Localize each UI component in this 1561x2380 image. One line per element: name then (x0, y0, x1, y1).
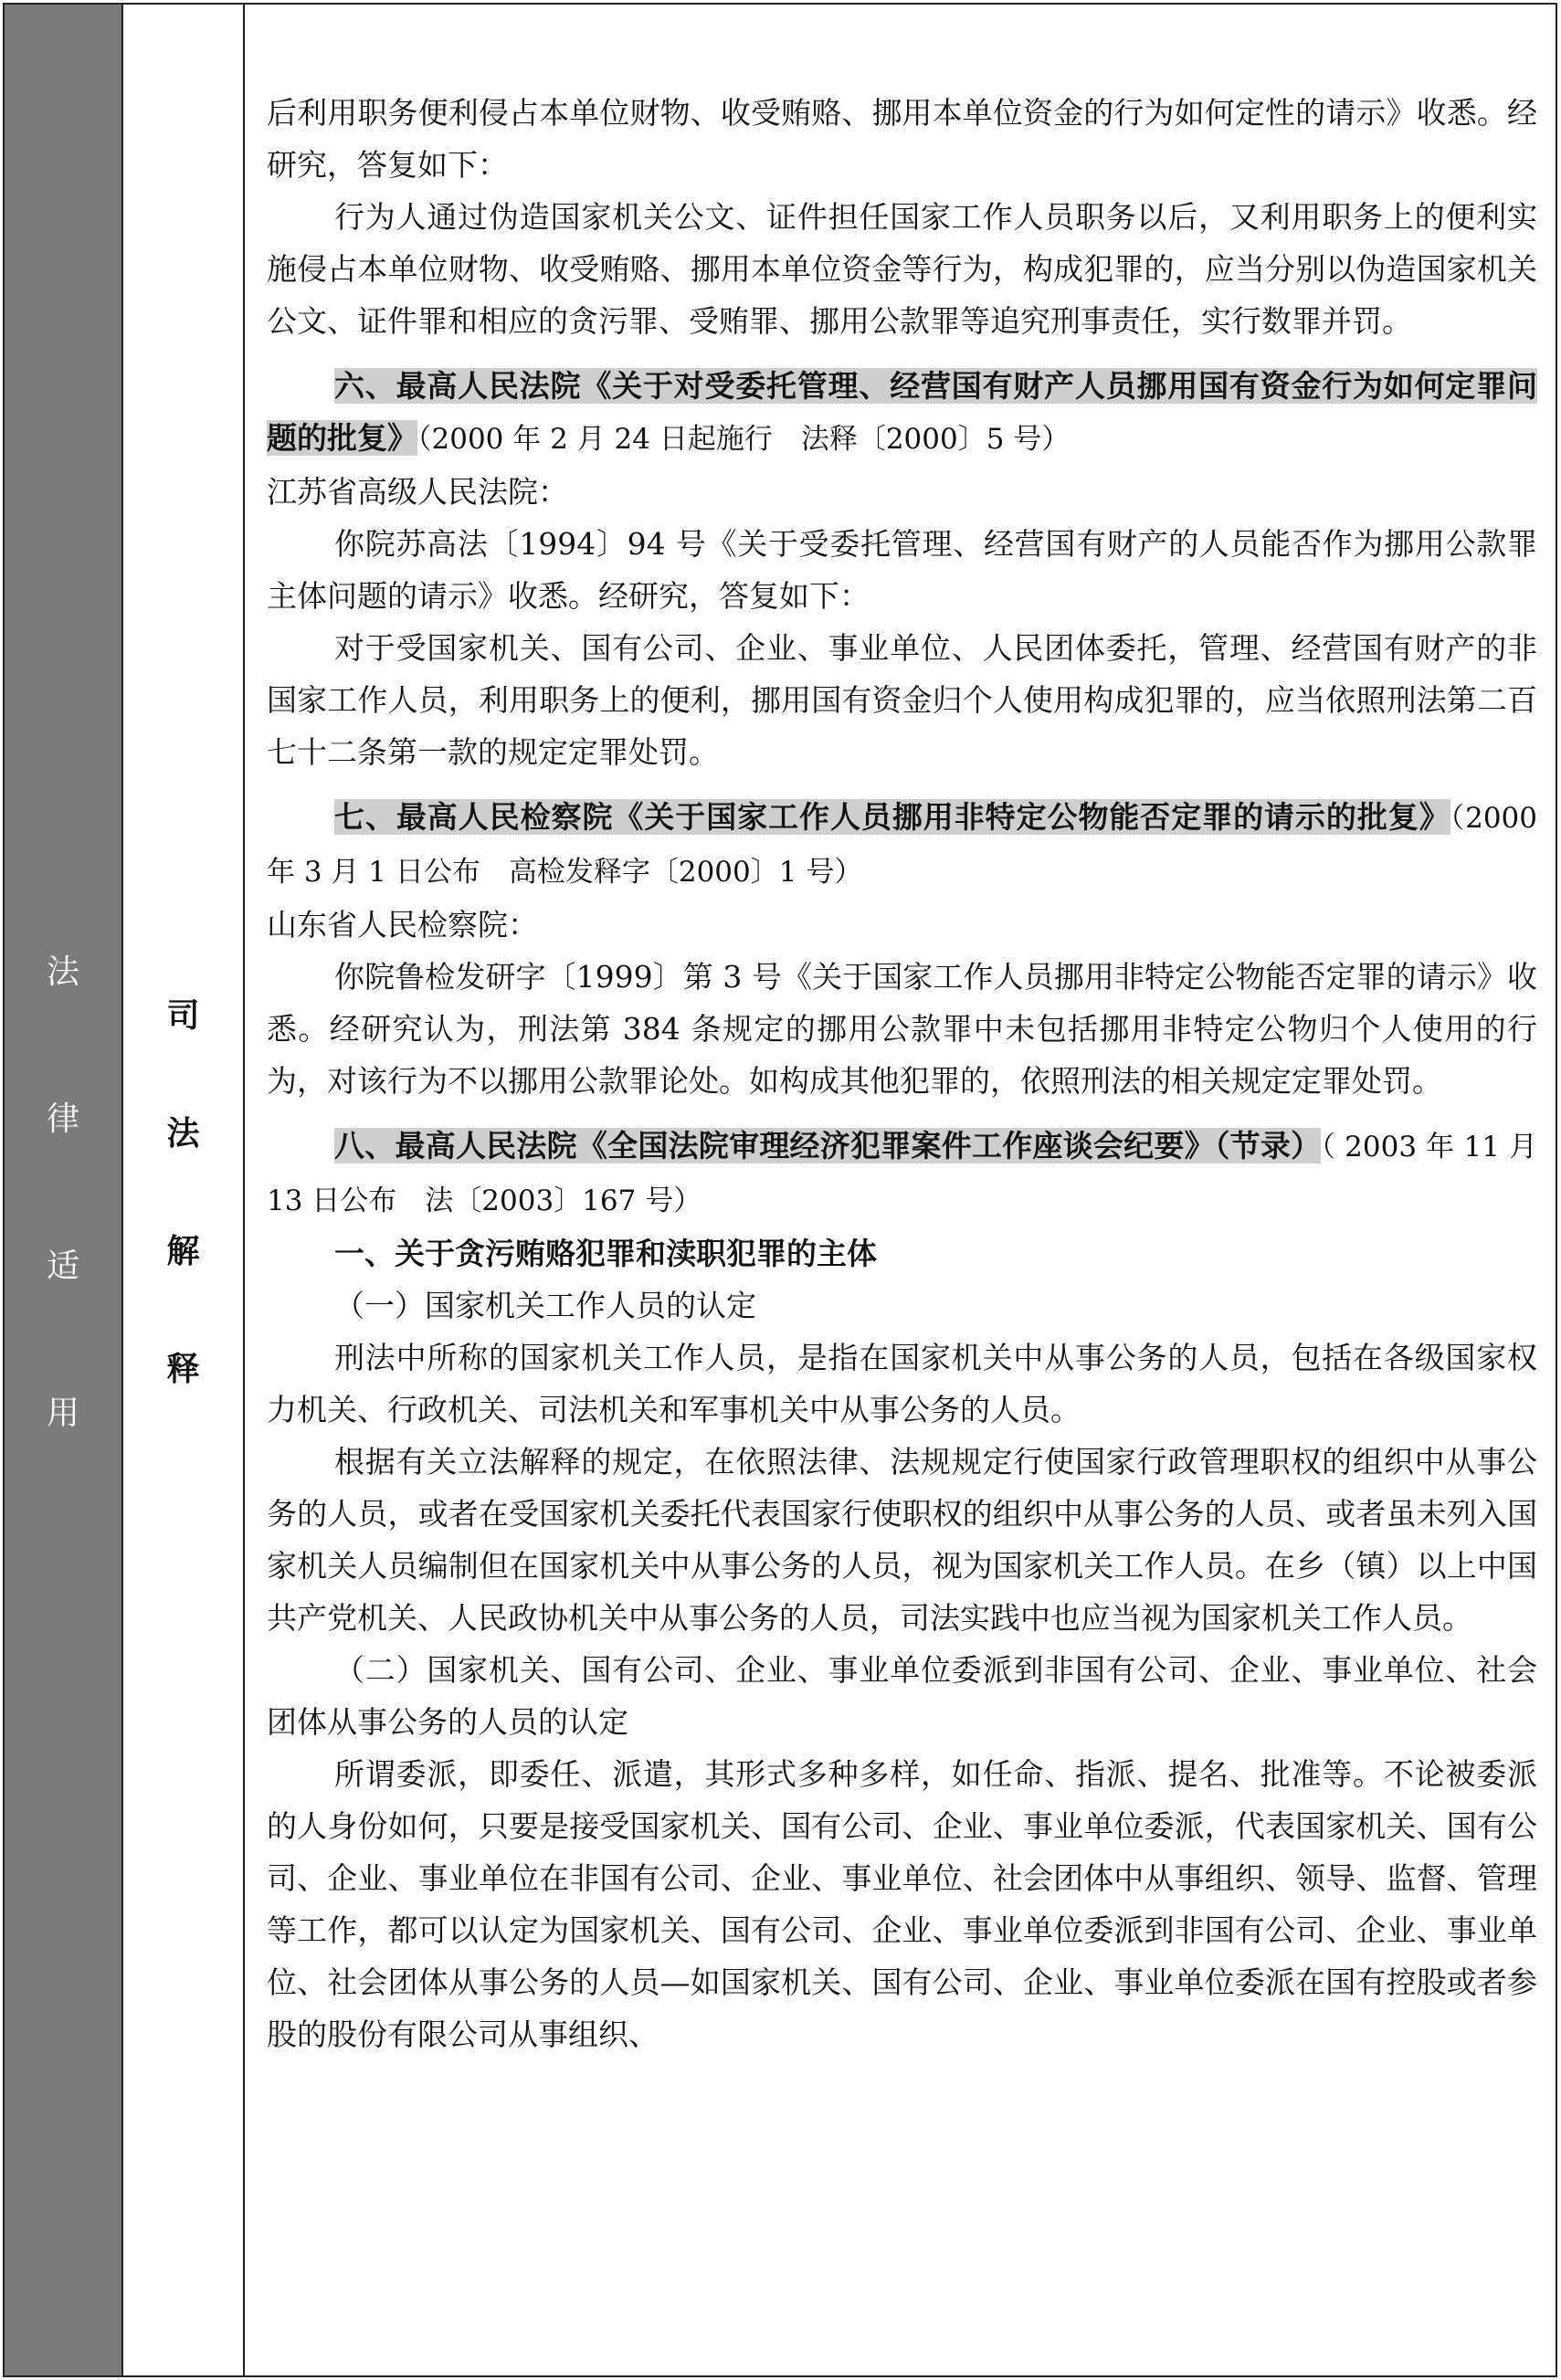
section-heading-8 (267, 1120, 1537, 1227)
subsection-title: 一、关于贪污贿赂犯罪和渎职犯罪的主体 (334, 1236, 877, 1271)
category-char-3: 适 (46, 1248, 79, 1285)
subcategory-char-2: 法 (166, 1115, 200, 1153)
subcategory-char-4: 释 (166, 1351, 200, 1388)
addressee: 山东省人民检察院： (267, 907, 538, 943)
subsection-item: （一）国家机关工作人员的认定 (334, 1288, 756, 1323)
page-frame (3, 3, 1557, 2377)
category-column (5, 5, 123, 2375)
paragraph: 对于受国家机关、国有公司、企业、事业单位、人民团体委托，管理、经营国有财产的非国家工作人员，利用职务上的便利，挪用国有资金归个人使用构成犯罪的，应当依照刑法第二百七十二条第一款的规定定罪处罚。 (267, 630, 1537, 770)
paragraph: 你院苏高法〔1994〕94 号《关于受委托管理、经营国有财产的人员能否作为挪用公款罪主体问题的请示》收悉。经研究，答复如下： (267, 526, 1537, 614)
addressee: 江苏省高级人民法院： (267, 474, 568, 510)
heading-meta: （2000 年 2 月 24 日起施行 法释〔2000〕5 号） (417, 423, 1071, 456)
section-heading-7 (267, 791, 1537, 899)
subcategory-char-1: 司 (166, 997, 200, 1035)
heading-title: 八、最高人民法院《全国法院审理经济犯罪案件工作座谈会纪要》（节录） (334, 1128, 1322, 1164)
heading-title: 七、最高人民检察院《关于国家工作人员挪用非特定公物能否定罪的请示的批复》 (334, 799, 1450, 835)
category-char-1: 法 (46, 953, 79, 991)
paragraph: 后利用职务便利侵占本单位财物、收受贿赂、挪用本单位资金的行为如何定性的请示》收悉。经研究，答复如下： (267, 95, 1537, 183)
heading-meta: （2000 年 3 月 1 日公布 高检发释字〔2000〕1 号） (267, 802, 1537, 889)
heading-meta: （ 2003 年 11 月 13 日公布 法〔2003〕167 号） (267, 1131, 1538, 1217)
document-body (267, 87, 1537, 2060)
heading-title: 六、最高人民法院《关于对受委托管理、经营国有财产人员挪用国有资金行为如何定罪问题的批复》 (267, 368, 1537, 456)
content-column (245, 5, 1556, 2375)
subcategory-column (123, 5, 245, 2375)
category-char-2: 律 (46, 1100, 79, 1138)
paragraph: 行为人通过伪造国家机关公文、证件担任国家工作人员职务以后，又利用职务上的便利实施侵占本单位财物、收受贿赂、挪用本单位资金等行为，构成犯罪的，应当分别以伪造国家机关公文、证件罪和相应的贪污罪、受贿罪、挪用公款罪等追究刑事责任，实行数罪并罚。 (267, 199, 1537, 339)
category-char-4: 用 (46, 1395, 79, 1432)
paragraph: 刑法中所称的国家机关工作人员，是指在国家机关中从事公务的人员，包括在各级国家权力机关、行政机关、司法机关和军事机关中从事公务的人员。 (267, 1340, 1537, 1427)
subsection-item: （二）国家机关、国有公司、企业、事业单位委派到非国有公司、企业、事业单位、社会团体从事公务的人员的认定 (267, 1652, 1537, 1740)
paragraph: 所谓委派，即委任、派遣，其形式多种多样，如任命、指派、提名、批准等。不论被委派的人身份如何，只要是接受国家机关、国有公司、企业、事业单位委派，代表国家机关、国有公司、企业、事业单位在非国有公司、企业、事业单位、社会团体中从事组织、领导、监督、管理等工作，都可以认定为国家机关、国有公司、企业、事业单位委派到非国有公司、企业、事业单位、社会团体从事公务的人员—如国家机关、国有公司、企业、事业单位委派在国有控股或者参股的股份有限公司从事组织、 (267, 1756, 1537, 2052)
paragraph: 根据有关立法解释的规定，在依照法律、法规规定行使国家行政管理职权的组织中从事公务的人员，或者在受国家机关委托代表国家行使职权的组织中从事公务的人员、或者虽未列入国家机关人员编制但在国家机关中从事公务的人员，视为国家机关工作人员。在乡（镇）以上中国共产党机关、人民政协机关中从事公务的人员，司法实践中也应当视为国家机关工作人员。 (267, 1444, 1537, 1636)
subcategory-char-3: 解 (166, 1233, 200, 1270)
paragraph: 你院鲁检发研字〔1999〕第 3 号《关于国家工作人员挪用非特定公物能否定罪的请示》收悉。经研究认为，刑法第 384 条规定的挪用公款罪中未包括挪用非特定公物归个人使用的行为，对该行为不以挪用公款罪论处。如构成其他犯罪的，依照刑法的相关规定定罪处罚。 (267, 959, 1537, 1099)
section-heading-6 (267, 360, 1537, 466)
